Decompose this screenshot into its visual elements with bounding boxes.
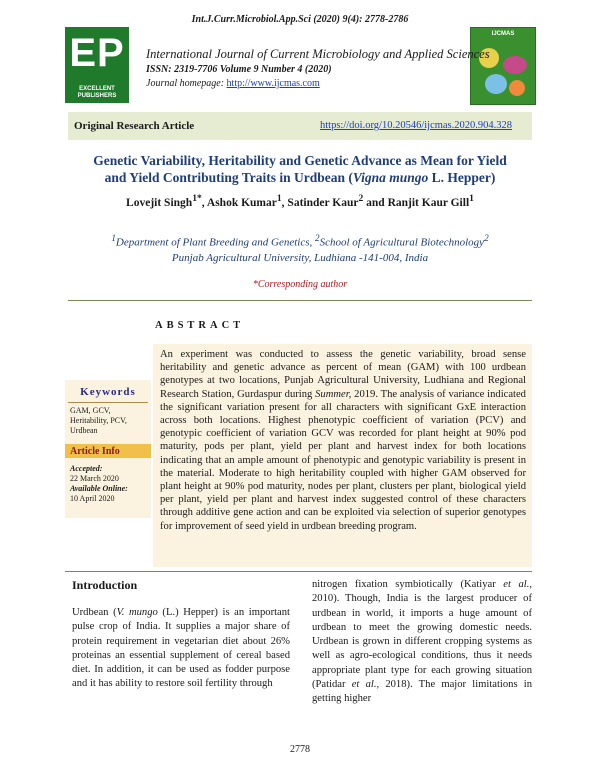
logo-caption: EXCELLENT PUBLISHERS (77, 86, 117, 99)
homepage-label: Journal homepage: (146, 78, 227, 89)
article-info-heading: Article Info (70, 446, 120, 457)
online-date: 10 April 2020 (70, 494, 115, 503)
divider (68, 402, 148, 403)
keywords-heading: Keywords (80, 386, 136, 398)
keywords-text: GAM, GCV, Heritability, PCV, Urdbean (70, 406, 127, 435)
article-dates (70, 464, 128, 504)
page-number: 2778 (290, 744, 310, 755)
author-name: Ranjit Kaur Gill (387, 196, 470, 209)
author-name: Satinder Kaur (287, 196, 359, 209)
journal-cover-image (470, 27, 536, 105)
intro-column-2: nitrogen fixation symbiotically (Katiyar et al., 2010). Though, India is the largest producer of urdbean in world, it imports a huge amount of urdbean to meet the growing domestic needs. Urdbean is grown in different cropping systems as well as agro-ecological conditions, thus it needs appropriate plant type for each growing situation (Patidar et al., 2018). The major limitations in getting higher (312, 579, 533, 705)
affiliations: $^1$Department of Plant Breeding and Genetics, $^2$School of Agricultural Biotechnology$^2$ Punjab Agricultural University, Ludhiana -141-004, India (111, 233, 489, 264)
introduction-heading: Introduction (72, 578, 138, 592)
journal-reference: Int.J.Curr.Microbiol.App.Sci (2020) 9(4): 2778-2786 (191, 14, 409, 25)
accepted-label: Accepted: (70, 464, 103, 473)
issn-line: ISSN: 2319-7706 Volume 9 Number 4 (2020) (146, 64, 332, 75)
author-name: Ashok Kumar (206, 196, 277, 209)
cover-label: IJCMAS (491, 31, 515, 37)
doi-link[interactable]: https://doi.org/10.20546/ijcmas.2020.904.328 (320, 120, 513, 131)
divider (65, 571, 532, 572)
author-list: Lovejit Singh$^{1*}$, Ashok Kumar$^1$, Satinder Kaur$^2$ and Ranjit Kaur Gill$^1$ (126, 193, 474, 209)
online-label: Available Online: (70, 484, 128, 493)
journal-title: International Journal of Current Microbiology and Applied Sciences (146, 47, 490, 61)
title-species: Vigna mungo (352, 170, 429, 185)
intro-column-1: Urdbean (V. mungo (L.) Hepper) is an important pulse crop of India. It supplies a major share of protein requirement in vegetarian diet about 26% proteinas an essential supplement of cereal based diet. In addition, it can be used as fodder purpose and it has ability to restore soil fertility through (72, 607, 290, 690)
homepage-link[interactable]: http://www.ijcmas.com (226, 78, 320, 89)
article-title: Genetic Variability, Heritability and Genetic Advance as Mean for Yield and Yield Contributing Traits in Urdbean (Vigna mungo L. Hepper) (93, 153, 507, 185)
abstract-text: An experiment was conducted to assess the genetic variability, broad sense heritability and genetic advance as percent of mean (GAM) with 100 urdbean genotypes at two locations, Punjab Agricultural University, Ludhiana and Regional Research Station, Gurdaspur during Summer, 2019. The analysis of variance indicated the significant variation present for all characters with significant GxE interaction across both locations. Highest phenotypic coefficient of variation (PCV) and genotypic coefficient of variation GCV was recorded for plant height at 90% pod maturity, pods per plant, yield per plant and harvest index for both locations indicating that an ample amount of phenotypic and genotypic variability is present in the material. Moderate to high heritability coupled with higher GAM observed for plant height at 90% pod maturity, nodes per plant, clusters per plant, biological yield per plant, yield per plant and harvest index suggested control of these characters through additive gene action and can be exploited via selection of superior genotypes for improvement of seed yield in urdbean breeding program. (160, 349, 526, 532)
divider (68, 300, 532, 301)
title-line-1: Genetic Variability, Heritability and Genetic Advance as Mean for Yield (93, 153, 507, 168)
corresponding-author-note: *Corresponding author (252, 279, 348, 290)
publisher-logo (65, 27, 129, 103)
logo-letters: EP (69, 31, 125, 75)
abstract-heading: ABSTRACT (155, 320, 245, 331)
author-name: Lovejit Singh (126, 196, 193, 209)
accepted-date: 22 March 2020 (70, 474, 119, 483)
journal-homepage (146, 78, 320, 89)
article-type: Original Research Article (74, 120, 195, 132)
